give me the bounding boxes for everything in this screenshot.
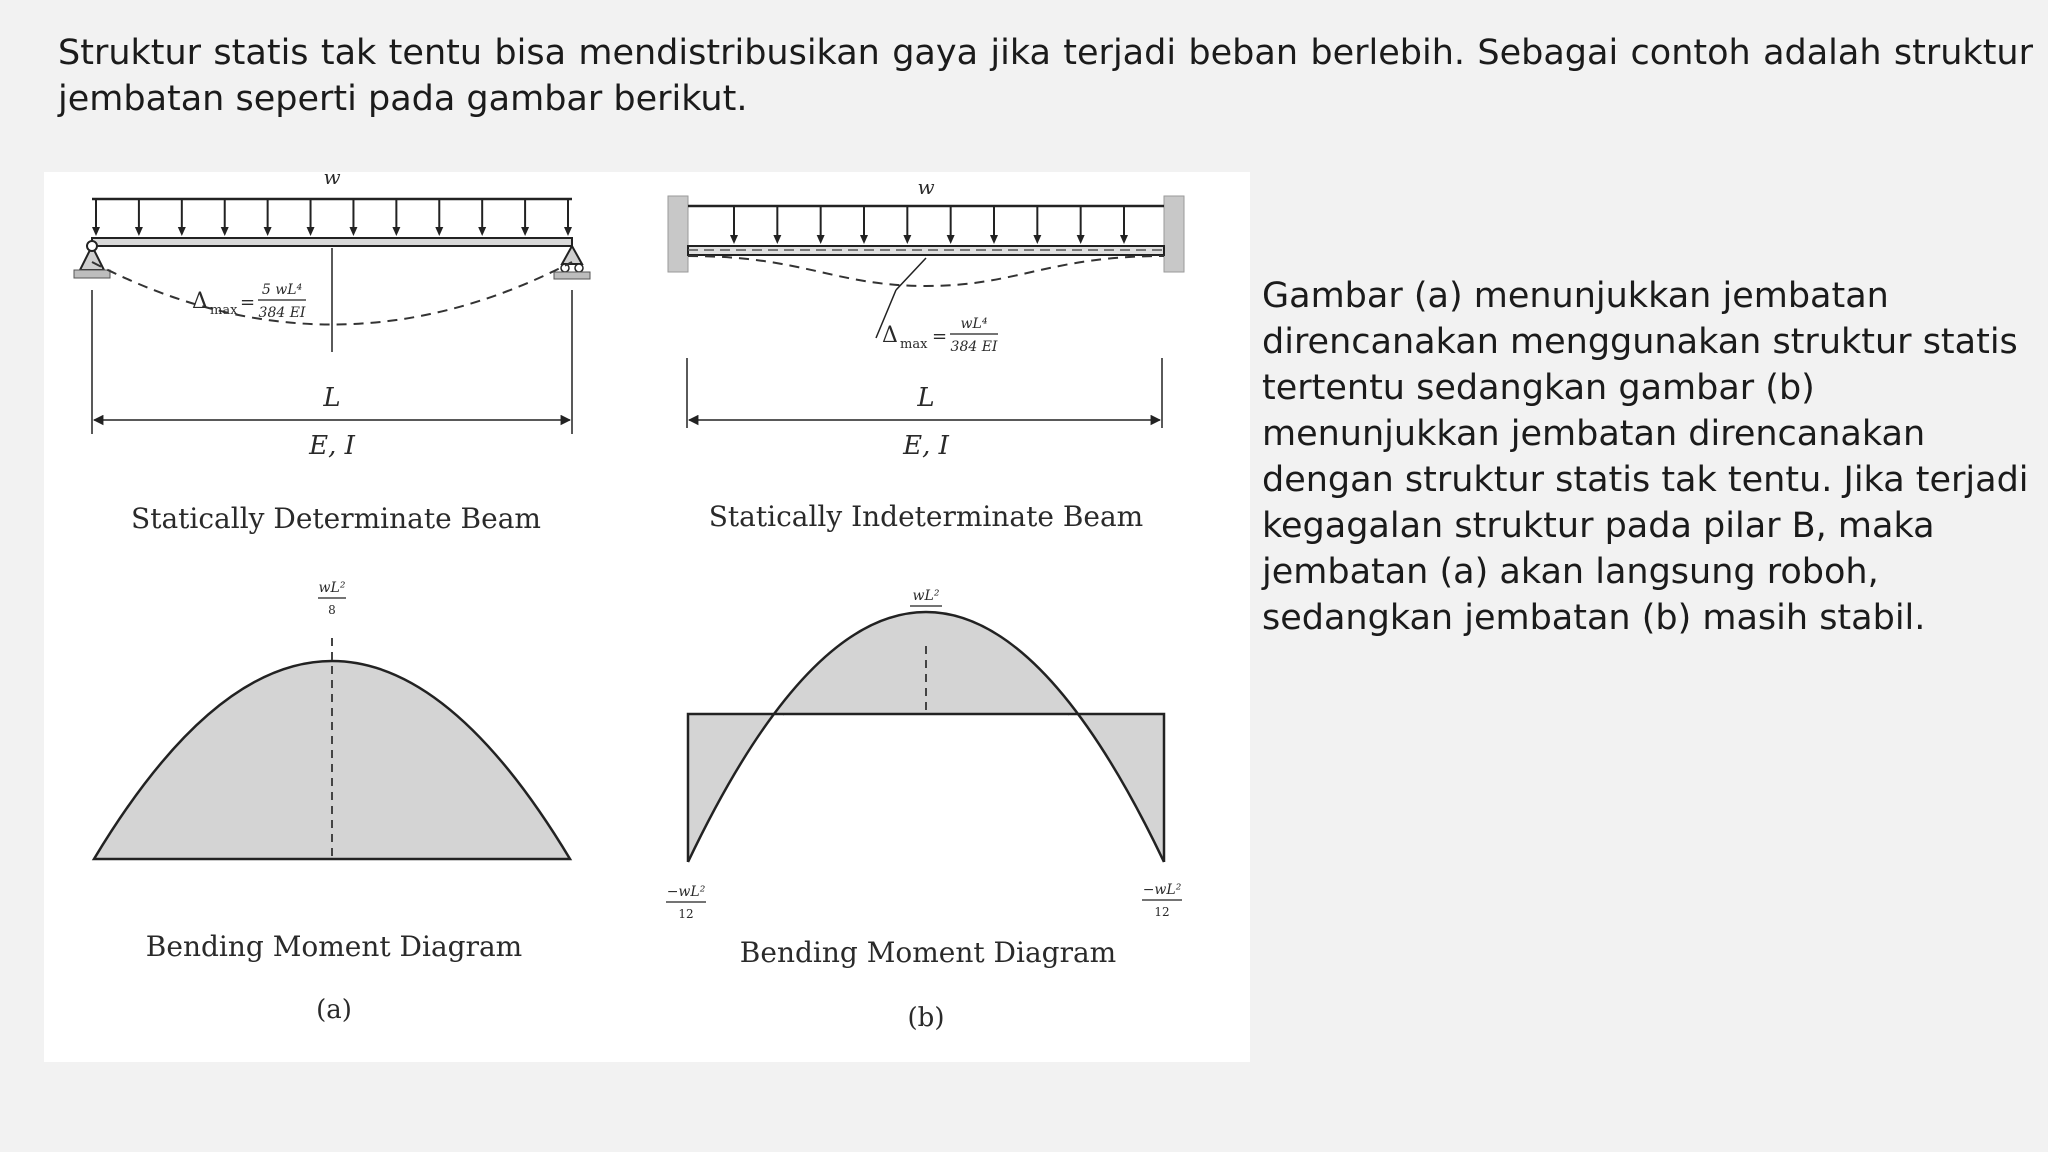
- svg-text:=: =: [932, 326, 948, 347]
- b-load-arrowhead: [773, 235, 781, 244]
- b-deflection-formula: [882, 316, 998, 355]
- b-fixed-wall-right: [1164, 196, 1184, 272]
- b-load-arrowhead: [817, 235, 825, 244]
- b-diagram-caption: Bending Moment Diagram: [739, 936, 1117, 969]
- a-beam: [92, 238, 572, 246]
- a-moment-num: wL²: [318, 580, 346, 596]
- b-moment-gap: [783, 715, 1069, 794]
- b-load-arrowhead: [1077, 235, 1085, 244]
- svg-text:wL⁴: wL⁴: [960, 316, 988, 332]
- a-deflection-formula: [192, 282, 306, 321]
- a-panel-label: (a): [316, 995, 352, 1025]
- b-moment-num: wL²: [912, 588, 940, 604]
- a-load-arrowhead: [178, 227, 186, 236]
- svg-text:Δ: Δ: [882, 323, 898, 348]
- a-diagram-caption: Bending Moment Diagram: [145, 930, 523, 963]
- a-span-label: L: [323, 383, 341, 413]
- a-moment-area: [94, 661, 570, 859]
- a-load-arrows: [92, 199, 572, 236]
- b-panel-label: (b): [907, 1003, 945, 1033]
- b-end-moment-right-den: 12: [1154, 905, 1170, 919]
- b-fixed-wall-left: [668, 196, 688, 272]
- a-load-arrowhead: [135, 227, 143, 236]
- beam-diagram-svg: [44, 172, 1250, 1062]
- a-load-arrowhead: [392, 227, 400, 236]
- b-load-arrowhead: [730, 235, 738, 244]
- a-load-arrowhead: [564, 227, 572, 236]
- b-load-arrows: [730, 206, 1128, 244]
- b-load-arrowhead: [990, 235, 998, 244]
- b-beam-caption: Statically Indeterminate Beam: [708, 500, 1144, 533]
- b-span-label: L: [917, 383, 935, 413]
- svg-text:384 EI: 384 EI: [258, 305, 306, 321]
- beam-comparison-figure: [44, 172, 1250, 1062]
- svg-text:=: =: [240, 292, 256, 313]
- svg-text:max: max: [900, 337, 928, 352]
- a-load-arrowhead: [307, 227, 315, 236]
- svg-text:Δ: Δ: [192, 289, 208, 314]
- b-load-arrowhead: [947, 235, 955, 244]
- panel-b: [666, 175, 1184, 1033]
- b-load-arrowhead: [1120, 235, 1128, 244]
- b-end-moment-left-den: 12: [678, 907, 694, 921]
- b-load-arrowhead: [860, 235, 868, 244]
- b-prop-label: E, I: [903, 431, 949, 461]
- panel-a: [74, 172, 590, 1025]
- a-load-arrowhead: [478, 227, 486, 236]
- b-load-arrowhead: [903, 235, 911, 244]
- b-end-moment-left-num: −wL²: [666, 884, 706, 900]
- svg-text:5 wL⁴: 5 wL⁴: [261, 282, 303, 298]
- a-prop-label: E, I: [309, 431, 355, 461]
- b-end-moment-right-num: −wL²: [1142, 882, 1182, 898]
- b-load-arrowhead: [1033, 235, 1041, 244]
- a-load-arrowhead: [435, 227, 443, 236]
- b-deflected-shape: [688, 256, 1164, 286]
- a-moment-den: 8: [328, 603, 336, 617]
- a-beam-caption: Statically Determinate Beam: [131, 502, 541, 535]
- a-load-arrowhead: [264, 227, 272, 236]
- a-load-arrowhead: [521, 227, 529, 236]
- svg-text:384 EI: 384 EI: [950, 339, 998, 355]
- a-load-arrowhead: [349, 227, 357, 236]
- a-load-arrowhead: [221, 227, 229, 236]
- intro-paragraph: Struktur statis tak tentu bisa mendistribusikan gaya jika terjadi beban berlebih. Sebagai contoh adalah struktur jembatan seperti pada gambar berikut.: [58, 33, 2033, 119]
- a-load-arrowhead: [92, 227, 100, 236]
- a-load-label: w: [323, 172, 341, 189]
- b-load-label: w: [917, 175, 935, 199]
- svg-text:max: max: [210, 303, 238, 318]
- explanation-paragraph: Gambar (a) menunjukkan jembatan direncanakan menggunakan struktur statis tertentu sedangkan gambar (b) menunjukkan jembatan direncanakan dengan struktur statis tak tentu. Jika terjadi kegagalan struktur pada pilar B, maka jembatan (a) akan langsung roboh, sedangkan jembatan (b) masih stabil.: [1262, 276, 2029, 638]
